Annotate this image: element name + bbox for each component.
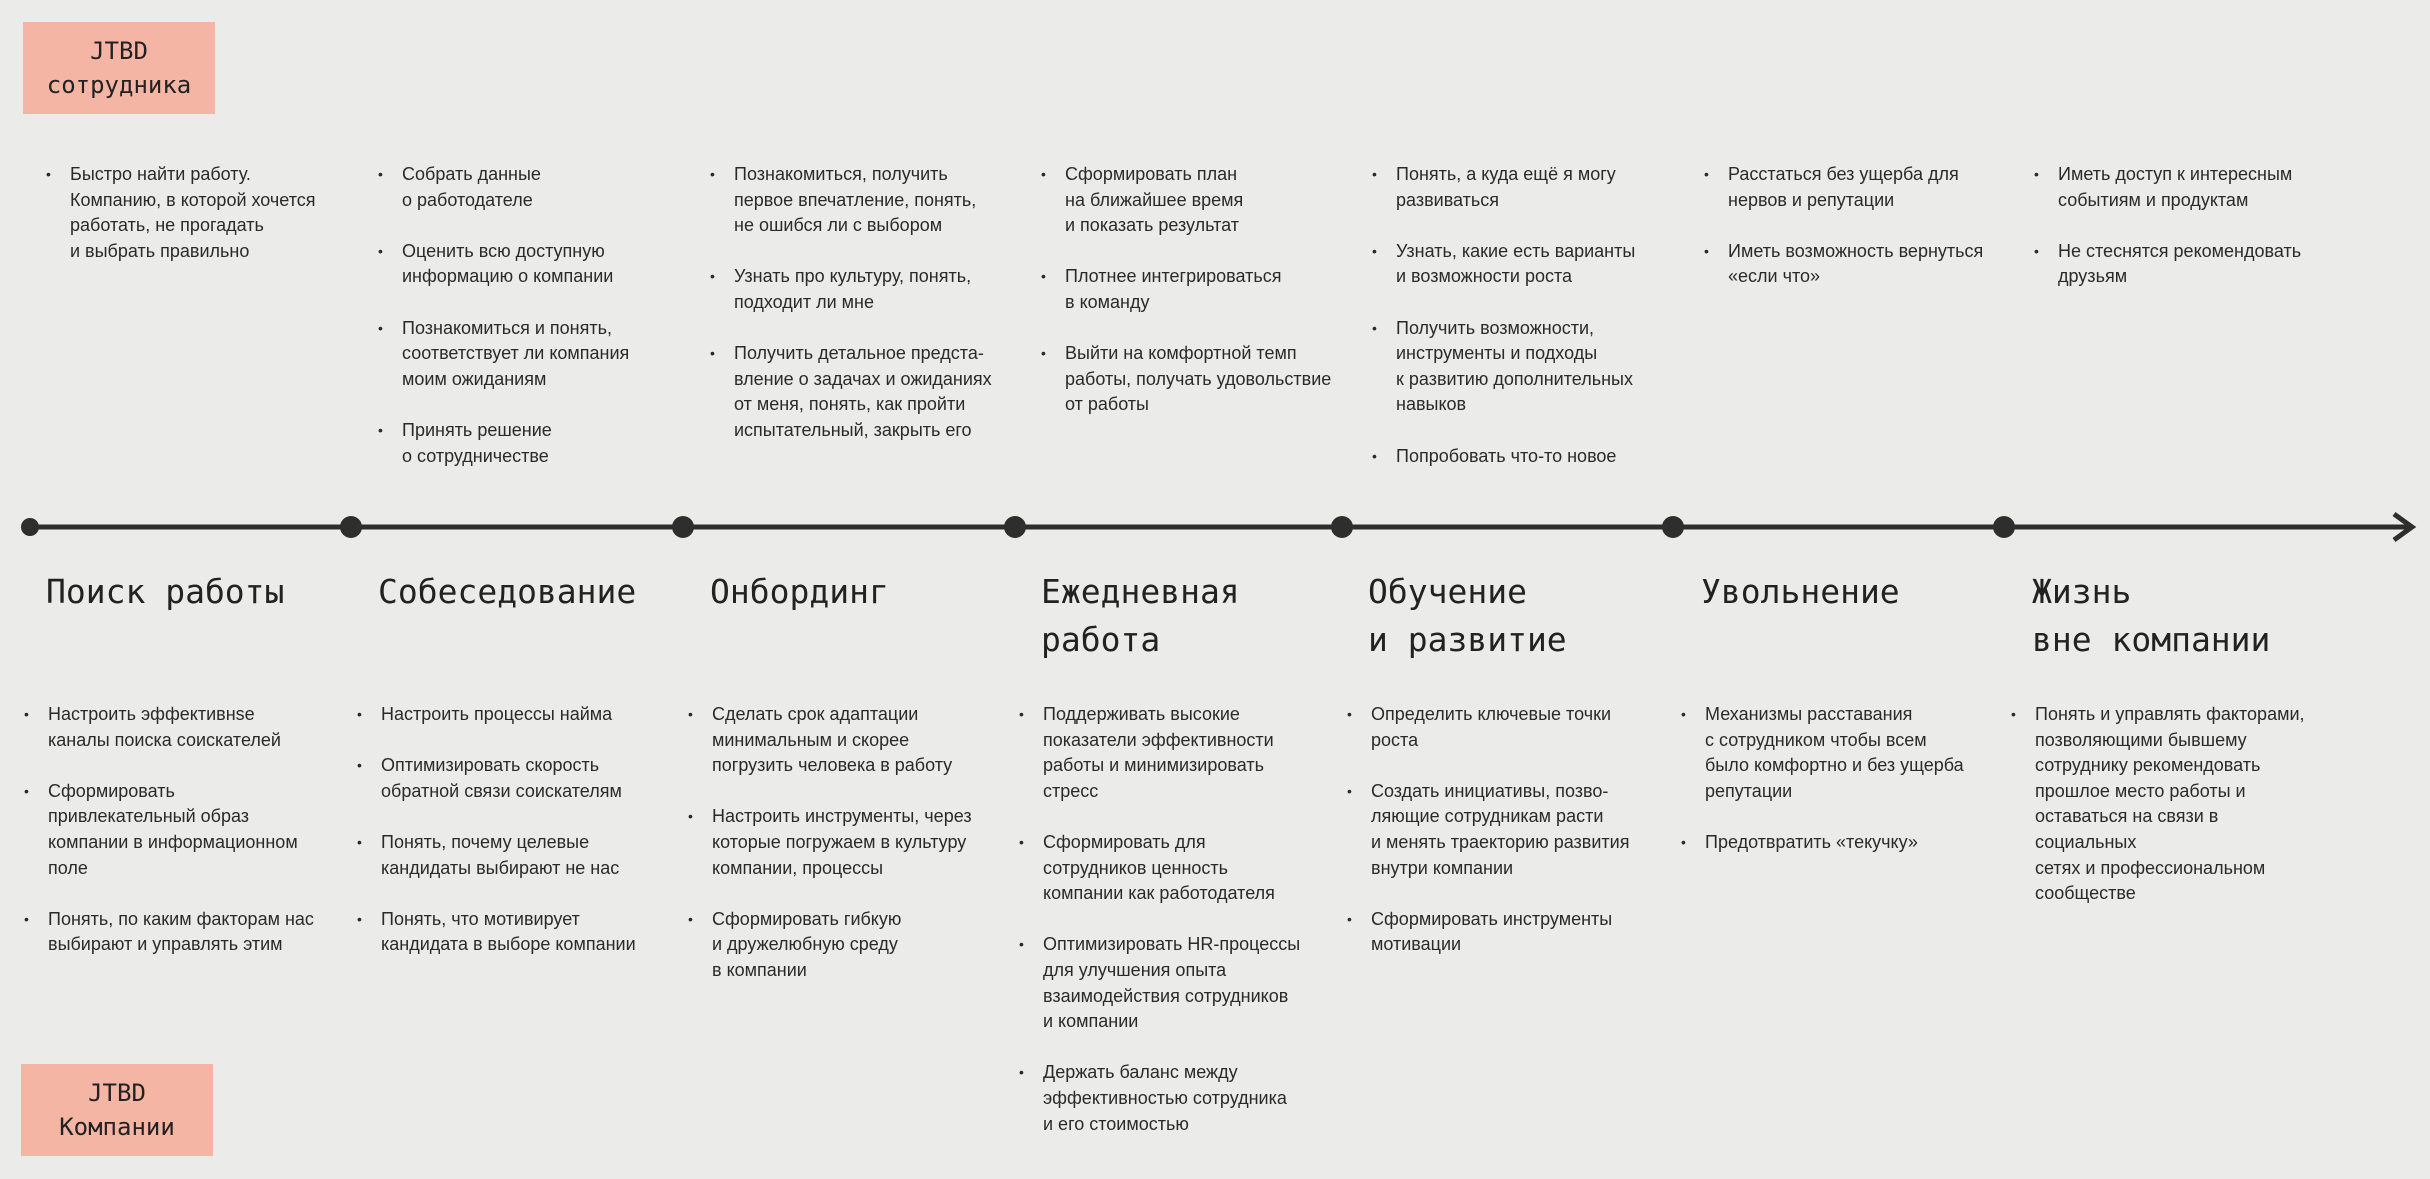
list-item: • Иметь доступ к интересным событиям и продуктам — [2034, 162, 2344, 213]
list-item: • Сделать срок адаптации минимальным и скорее погрузить человека в работу — [688, 702, 998, 779]
timeline-dot-stage-5 — [1331, 516, 1353, 538]
company-jobs-list — [1681, 702, 1991, 856]
list-item: • Оптимизировать HR-процессы для улучшения опыта взаимодействия сотрудников и компании — [1019, 932, 1329, 1034]
employee-jobs-stage-2 — [378, 162, 688, 495]
list-item: • Узнать, какие есть варианты и возможности роста — [1372, 239, 1682, 290]
jtbd-company-line-1: JTBD — [88, 1079, 146, 1107]
list-item: • Настроить эффективнsе каналы поиска соискателей — [24, 702, 334, 753]
list-item: • Плотнее интегрироваться в команду — [1041, 264, 1351, 315]
employee-jobs-list — [378, 162, 688, 469]
list-item: • Настроить инструменты, через которые погружаем в культуру компании, процессы — [688, 804, 998, 881]
list-item: • Собрать данные о работодателе — [378, 162, 688, 213]
employee-jobs-list — [2034, 162, 2344, 290]
list-item: • Узнать про культуру, понять, подходит ли мне — [710, 264, 1020, 315]
list-item: • Быстро найти работу. Компанию, в которой хочется работать, не прогадать и выбрать правильно — [46, 162, 356, 264]
list-item: • Определить ключевые точки роста — [1347, 702, 1657, 753]
list-item: • Предотвратить «текучку» — [1681, 830, 1991, 856]
stage-title-onboarding: Онбординг — [710, 572, 889, 611]
list-item: • Выйти на комфортной темп работы, получать удовольствие от работы — [1041, 341, 1351, 418]
employee-jobs-stage-5 — [1372, 162, 1682, 495]
stage-title-life-outside: Жизнь вне компании — [2032, 572, 2271, 659]
list-item: • Оценить всю доступную информацию о компании — [378, 239, 688, 290]
list-item: • Сформировать гибкую и дружелюбную среду в компании — [688, 907, 998, 984]
employee-jobs-stage-3 — [710, 162, 1020, 469]
jtbd-employee-label — [23, 22, 215, 114]
company-jobs-stage-3 — [688, 702, 998, 1009]
employee-jobs-stage-7 — [2034, 162, 2344, 316]
list-item: • Сформировать инструменты мотивации — [1347, 907, 1657, 958]
timeline-dot-start — [21, 518, 39, 536]
jtbd-company-line-2: Компании — [59, 1113, 175, 1141]
timeline-dot-stage-3 — [672, 516, 694, 538]
list-item: • Попробовать что-то новое — [1372, 444, 1682, 470]
list-item: • Познакомиться и понять, соответствует ли компания моим ожиданиям — [378, 316, 688, 393]
employee-jobs-list — [1372, 162, 1682, 469]
list-item: • Познакомиться, получить первое впечатление, понять, не ошибся ли с выбором — [710, 162, 1020, 239]
timeline-dot-stage-2 — [340, 516, 362, 538]
stage-title-interview: Собеседование — [378, 572, 637, 611]
employee-jobs-list — [710, 162, 1020, 444]
company-jobs-stage-1 — [24, 702, 334, 984]
stage-title-daily-work: Ежедневная работа — [1041, 572, 1240, 659]
stage-title-dismissal: Увольнение — [1701, 572, 1900, 611]
employee-jobs-list — [1041, 162, 1351, 418]
list-item: • Сформировать для сотрудников ценность компании как работодателя — [1019, 830, 1329, 907]
jtbd-employee-line-1: JTBD — [90, 37, 148, 65]
company-jobs-list — [357, 702, 667, 958]
company-jobs-stage-5 — [1347, 702, 1657, 984]
company-jobs-stage-6 — [1681, 702, 1991, 881]
list-item: • Принять решение о сотрудничестве — [378, 418, 688, 469]
jtbd-employee-line-2: сотрудника — [46, 71, 192, 99]
stage-title-learning: Обучение и развитие — [1368, 572, 1567, 659]
employee-jobs-stage-4 — [1041, 162, 1351, 444]
list-item: • Сформировать план на ближайшее время и показать результат — [1041, 162, 1351, 239]
timeline-dot-stage-4 — [1004, 516, 1026, 538]
company-jobs-list — [1347, 702, 1657, 958]
timeline — [0, 500, 2430, 560]
list-item: • Понять, почему целевые кандидаты выбирают не нас — [357, 830, 667, 881]
list-item: • Поддерживать высокие показатели эффективности работы и минимизировать стресс — [1019, 702, 1329, 804]
jtbd-company-label — [21, 1064, 213, 1156]
company-jobs-list — [2011, 702, 2321, 907]
stage-title-job-search: Поиск работы — [46, 572, 285, 611]
company-jobs-list — [24, 702, 334, 958]
list-item: • Получить возможности, инструменты и подходы к развитию дополнительных навыков — [1372, 316, 1682, 418]
list-item: • Расстаться без ущерба для нервов и репутации — [1704, 162, 2014, 213]
list-item: • Понять, а куда ещё я могу развиваться — [1372, 162, 1682, 213]
company-jobs-stage-7 — [2011, 702, 2321, 932]
list-item: • Иметь возможность вернуться «если что» — [1704, 239, 2014, 290]
list-item: • Создать инициативы, позво- ляющие сотрудникам расти и менять траекторию развития внутри компании — [1347, 779, 1657, 881]
list-item: • Оптимизировать скорость обратной связи соискателям — [357, 753, 667, 804]
list-item: • Настроить процессы найма — [357, 702, 667, 728]
timeline-dot-stage-6 — [1662, 516, 1684, 538]
company-jobs-stage-4 — [1019, 702, 1329, 1163]
list-item: • Понять, по каким факторам нас выбирают и управлять этим — [24, 907, 334, 958]
company-jobs-list — [688, 702, 998, 984]
employee-jobs-stage-1 — [46, 162, 356, 290]
employee-jobs-stage-6 — [1704, 162, 2014, 316]
list-item: • Получить детальное предста- вление о задачах и ожиданиях от меня, понять, как пройти испытательный, закрыть его — [710, 341, 1020, 443]
list-item: • Не стеснятся рекомендовать друзьям — [2034, 239, 2344, 290]
list-item: • Держать баланс между эффективностью сотрудника и его стоимостью — [1019, 1060, 1329, 1137]
timeline-dot-stage-7 — [1993, 516, 2015, 538]
employee-jobs-list — [46, 162, 356, 264]
list-item: • Понять, что мотивирует кандидата в выборе компании — [357, 907, 667, 958]
list-item: • Понять и управлять факторами, позволяющими бывшему сотруднику рекомендовать прошлое место работы и оставаться на связи в социальных сетях и профессиональном сообществе — [2011, 702, 2321, 907]
list-item: • Механизмы расставания с сотрудником чтобы всем было комфортно и без ущерба репутации — [1681, 702, 1991, 804]
company-jobs-stage-2 — [357, 702, 667, 984]
company-jobs-list — [1019, 702, 1329, 1137]
list-item: • Сформировать привлекательный образ компании в информационном поле — [24, 779, 334, 881]
employee-jobs-list — [1704, 162, 2014, 290]
